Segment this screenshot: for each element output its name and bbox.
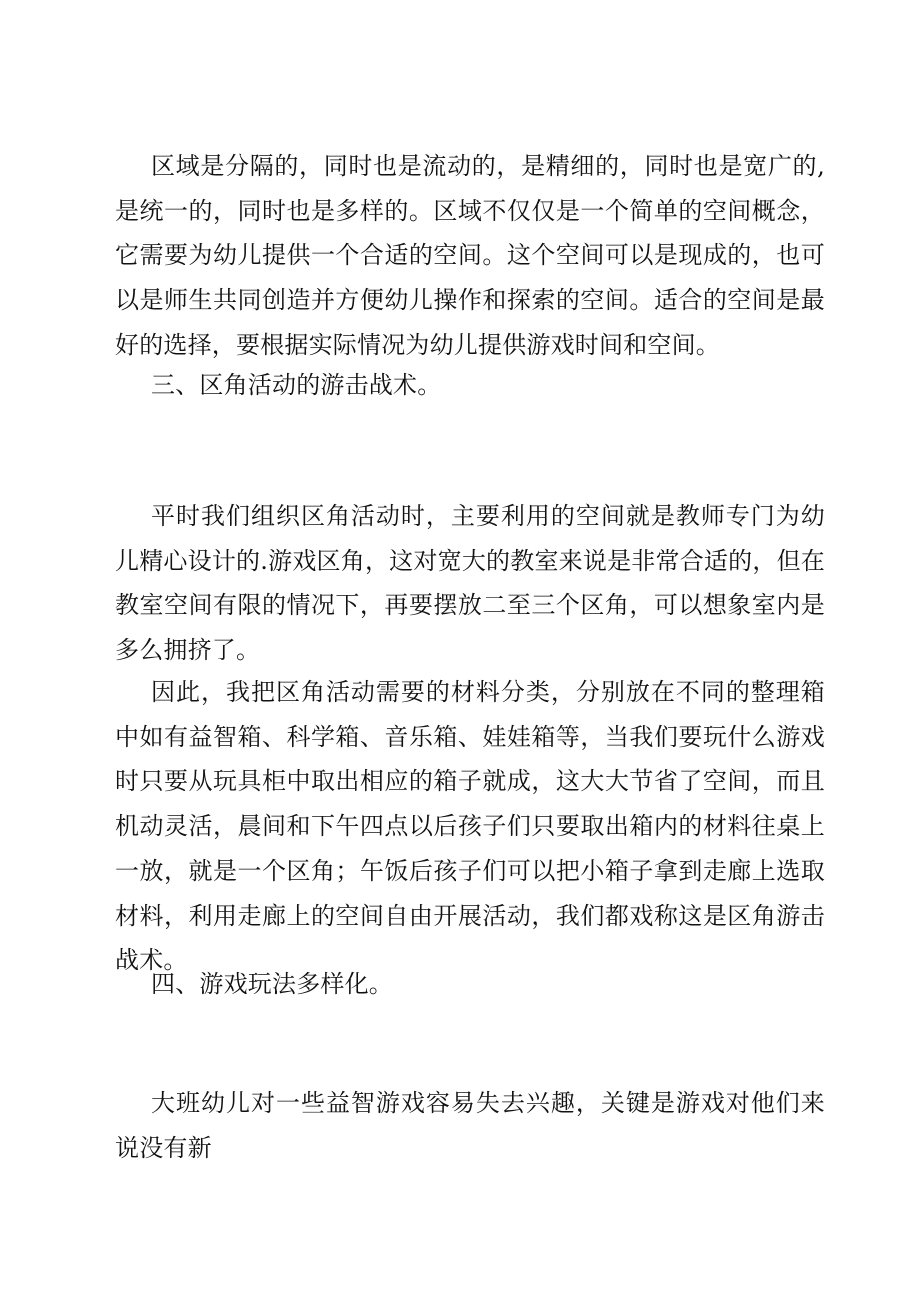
paragraph-space-concept: 区域是分隔的，同时也是流动的，是精细的，同时也是宽广的,是统一的，同时也是多样的。区域不仅仅是一个简单的空间概念，它需要为幼儿提供一个合适的空间。这个空间可以是现成的，也可以是师生共同创造并方便幼儿操作和探索的空间。适合的空间是最好的选择，要根据实际情况为幼儿提供游戏时间和空间。 (115, 152, 825, 359)
paragraph-usual-corners: 平时我们组织区角活动时，主要利用的空间就是教师专门为幼儿精心设计的.游戏区角，这对宽大的教室来说是非常合适的，但在教室空间有限的情况下，再要摆放二至三个区角，可以想象室内是多么拥挤了。 (115, 502, 825, 665)
section-heading-4: 四、游戏玩法多样化。 (151, 970, 393, 998)
paragraph-game-variety: 大班幼儿对一些益智游戏容易失去兴趣，关键是游戏对他们来说没有新 (115, 1089, 825, 1162)
paragraph-guerrilla-tactics: 因此，我把区角活动需要的材料分类，分别放在不同的整理箱中如有益智箱、科学箱、音乐箱、娃娃箱等，当我们要玩什么游戏时只要从玩具柜中取出相应的箱子就成，这大大节省了空间，而且机动灵活，晨间和下午四点以后孩子们只要取出箱内的材料往桌上一放，就是一个区角；午饭后孩子们可以把小箱子拿到走廊上选取材料，利用走廊上的空间自由开展活动，我们都戏称这是区角游击战术。 (115, 678, 825, 975)
section-heading-3: 三、区角活动的游击战术。 (151, 371, 442, 399)
